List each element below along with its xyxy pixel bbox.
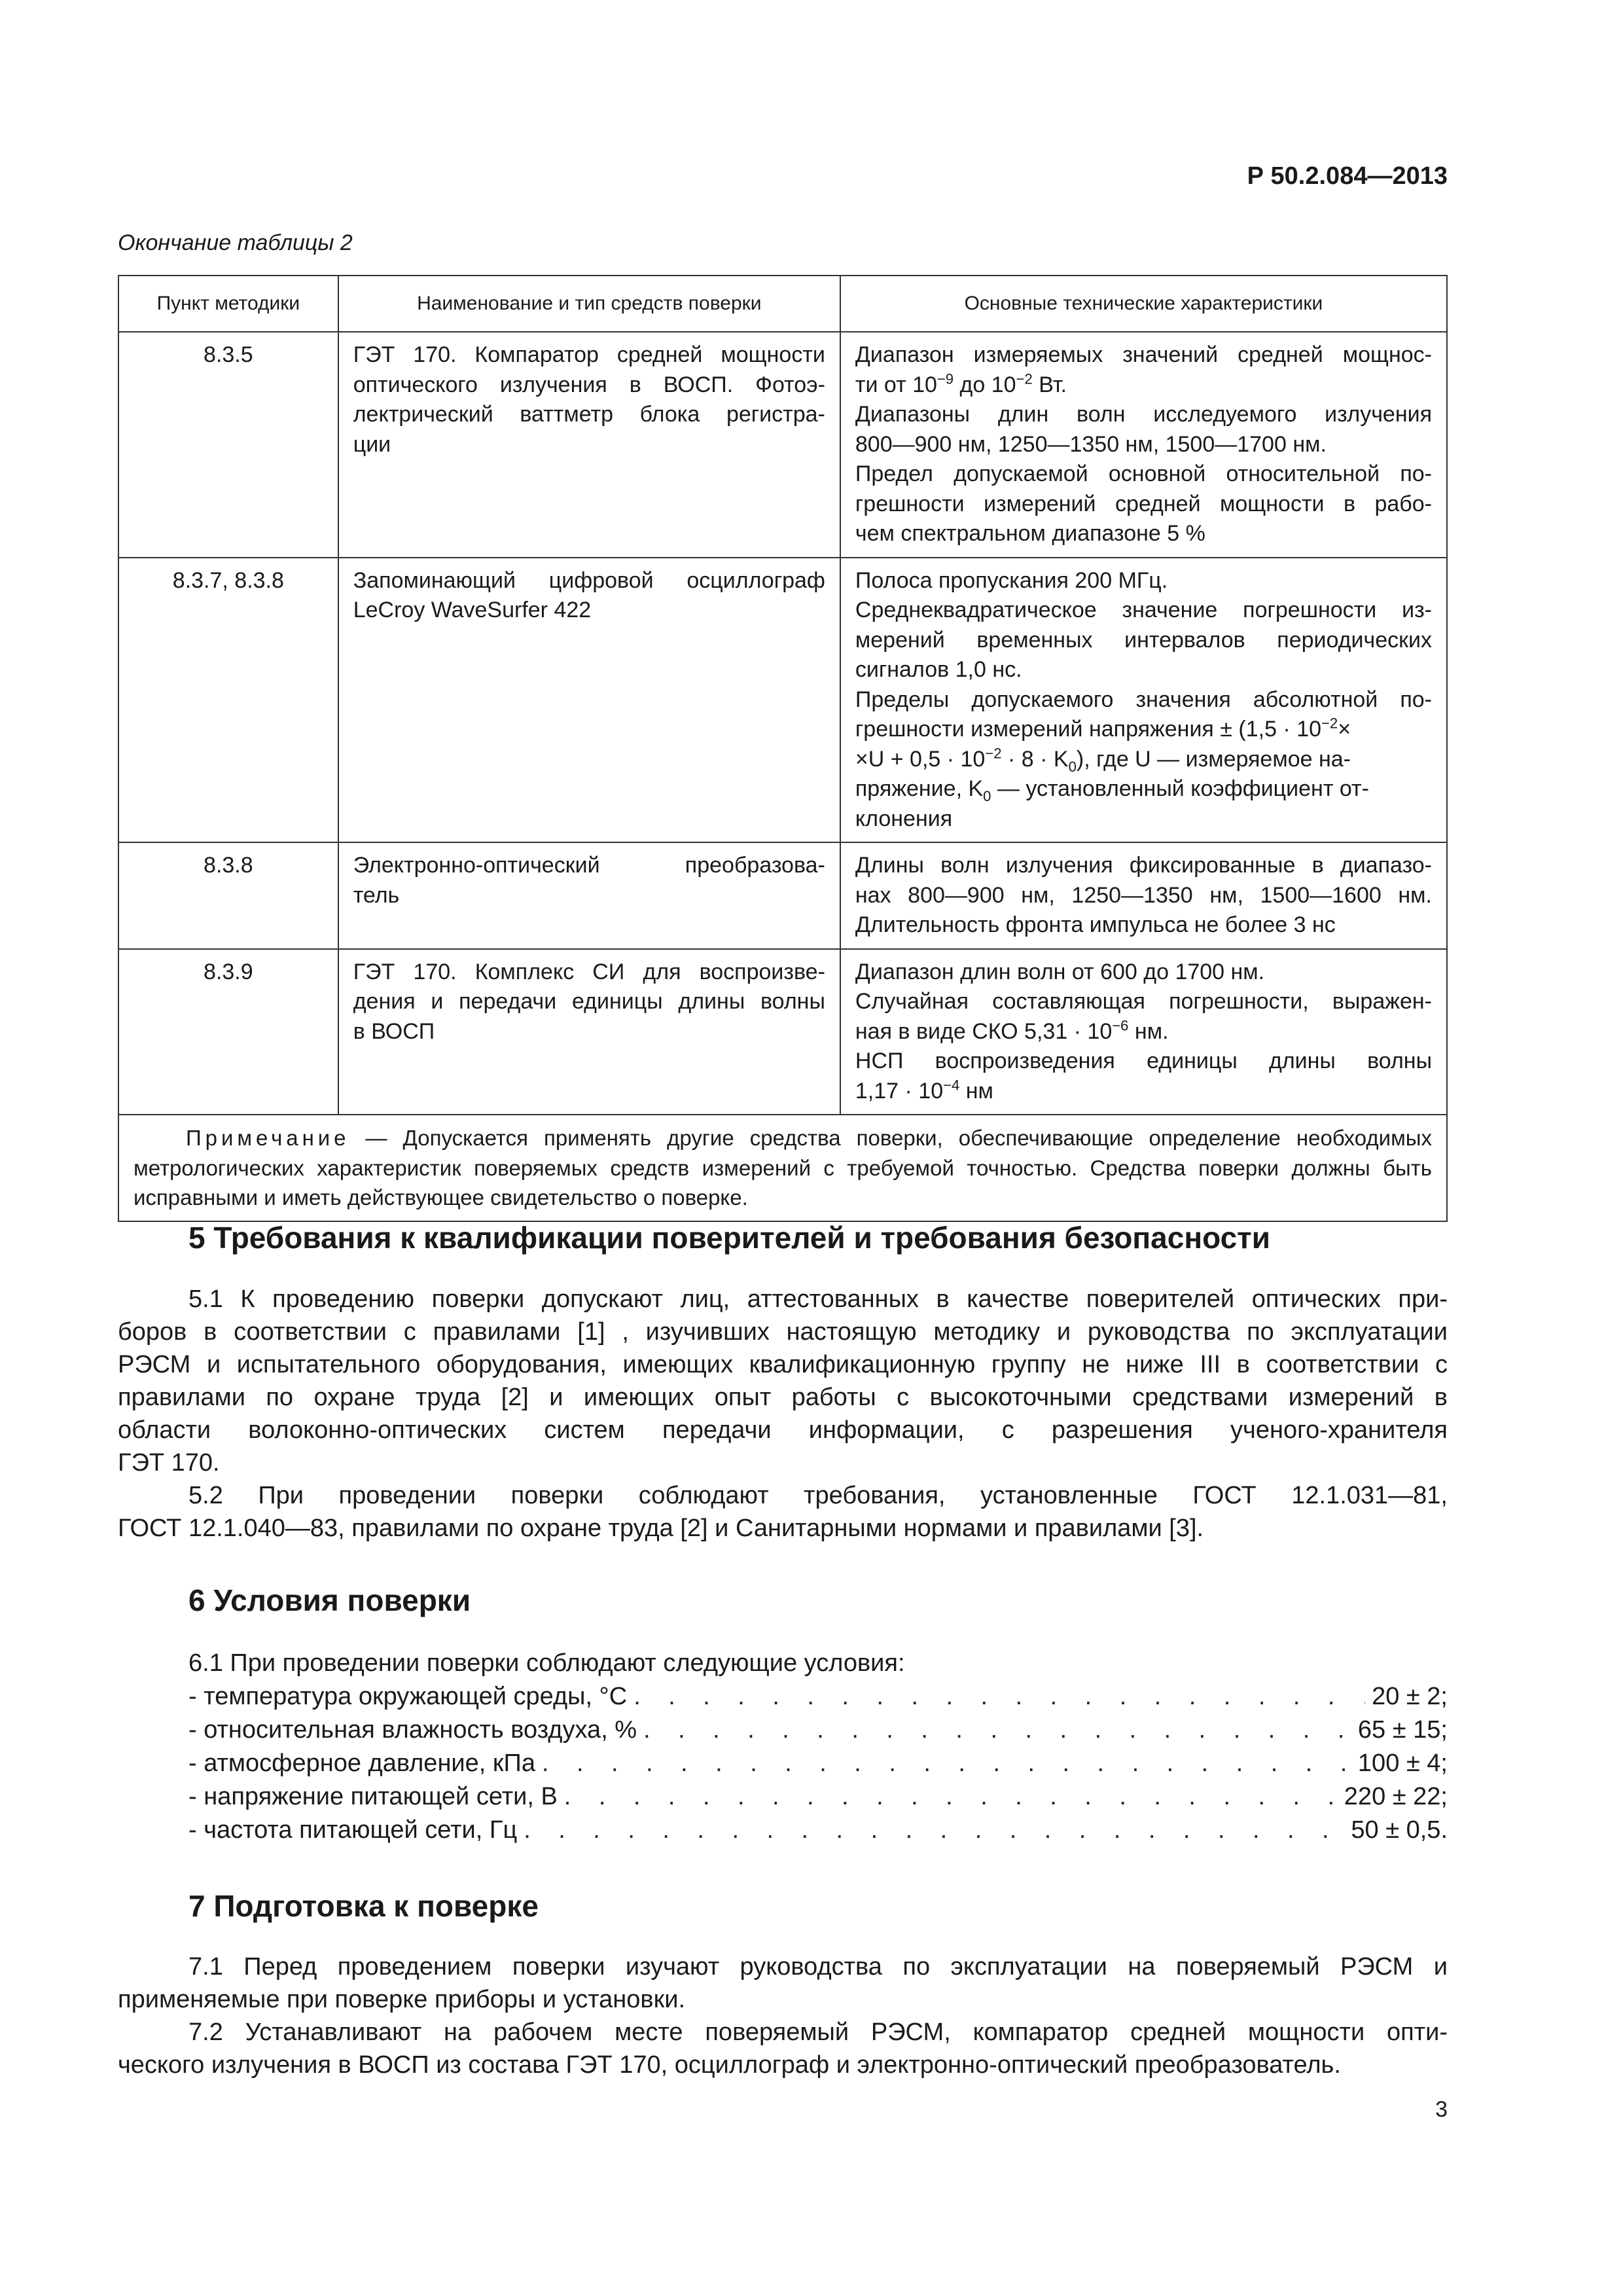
section6-heading: 6 Условия поверки (188, 1583, 471, 1617)
table-header-row (118, 276, 1447, 332)
condition-frequency: - частота питающей сети, Гц . . . 50 ± 0,5. (188, 1814, 1448, 1847)
row-item: 8.3.9 (118, 949, 338, 1115)
row-name: ГЭТ 170. Комплекс СИ для воспроизве- дения и передачи единицы длины волны в ВОСП (338, 949, 840, 1115)
section7-heading: 7 Подготовка к поверке (188, 1889, 539, 1923)
table-row (118, 949, 1447, 1115)
row-item: 8.3.5 (118, 332, 338, 558)
condition-voltage: - напряжение питающей сети, В . . . 220 ± 22; (188, 1780, 1448, 1814)
section7-paragraph-1: 7.1 Перед проведением поверки изучают руководства по эксплуатации на поверяемый РЭСМ и применяемые при поверке приборы и установки. (118, 1953, 1448, 2013)
leader-dots (542, 1747, 1351, 1780)
section5-heading: 5 Требования к квалификации поверителей и требования безопасности (188, 1221, 1270, 1255)
header-spec: Основные технические характеристики (840, 276, 1447, 332)
condition-temperature: - температура окружающей среды, °С . . . 20 ± 2; (188, 1680, 1448, 1713)
row-item: 8.3.8 (118, 842, 338, 949)
row-spec: Длины волн излучения фиксированные в диапазо- нах 800—900 нм, 1250—1350 нм, 1500—1600 нм. Длительность фронта импульса не более 3 нс (840, 842, 1447, 949)
verification-tools-table (118, 275, 1448, 1222)
row-spec: Диапазон длин волн от 600 до 1700 нм. Случайная составляющая погрешности, выражен- ная в виде СКО $5,31 \cdot 10^{-6}$ нм. НСП воспроизведения единицы длины волны $1,17 \cdot 10^{-4}$ нм (840, 949, 1447, 1115)
leader-dots (524, 1814, 1344, 1846)
header-name: Наименование и тип средств поверки (338, 276, 840, 332)
document-code: Р 50.2.084—2013 (1247, 162, 1448, 190)
note-text: — Допускается применять другие средства поверки, обеспечивающие определение необходимых метрологических характеристик поверяемых средств измерений с требуемой точностью. Средства поверки должны быть исправными и иметь действующее свидетельство о поверке. (134, 1126, 1432, 1210)
section6-conditions (188, 1647, 1448, 1847)
page-number: 3 (1435, 2097, 1448, 2122)
leader-dots (564, 1780, 1338, 1813)
header-item: Пункт методики (118, 276, 338, 332)
leader-dots (633, 1680, 1365, 1713)
table-row (118, 842, 1447, 949)
row-name: ГЭТ 170. Компаратор средней мощности оптического излучения в ВОСП. Фотоэ- лектрический ваттметр блока регистра- ции (338, 332, 840, 558)
row-name: Электронно-оптический преобразова- тель (338, 842, 840, 949)
section7-paragraph-2: 7.2 Устанавливают на рабочем месте поверяемый РЭСМ, компаратор средней мощности опти- ческого излучения в ВОСП из состава ГЭТ 170, осциллограф и электронно-оптический преобразователь. (118, 2018, 1448, 2079)
table-row (118, 558, 1447, 843)
table-row (118, 332, 1447, 558)
section5-paragraph-2: 5.2 При проведении поверки соблюдают требования, установленные ГОСТ 12.1.031—81, ГОСТ 12.1.040—83, правилами по охране труда [2] и Санитарными нормами и правилами [3]. (118, 1482, 1448, 1542)
section5-paragraph-1: 5.1 К проведению поверки допускают лиц, аттестованных в качестве поверителей оптических при- боров в соответствии с правилами [1] , изучивших настоящую методику и руководства по эксплуатации РЭСМ и испытательного оборудования, имеющих квалификационную группу не ниже III в соответствии с правилами по охране труда [2] и имеющих опыт работы с высокоточными средствами измерений в области волоконно-оптических систем передачи информации, с разрешения ученого-хранителя ГЭТ 170. (118, 1285, 1448, 1477)
row-item: 8.3.7, 8.3.8 (118, 558, 338, 843)
condition-humidity: - относительная влажность воздуха, % . . . 65 ± 15; (188, 1713, 1448, 1747)
row-spec: Полоса пропускания 200 МГц. Среднеквадратическое значение погрешности из- мерений временных интервалов периодических сигналов 1,0 нс. Пределы допускаемого значения абсолютной по- грешности измерений напряжения ± ($1,5 \cdot 10^{-2}\times$ $\times U + 0,5 \cdot 10^{-2} \cdot 8 \cdot K_0$), где U — измеряемое на- пряжение, $K_0$ — установленный коэффициент от- клонения (840, 558, 1447, 843)
note-prefix: Примечание (186, 1126, 350, 1150)
table-note-row (118, 1115, 1447, 1221)
table-caption: Окончание таблицы 2 (118, 230, 353, 255)
table-note (118, 1115, 1447, 1221)
row-spec: Диапазон измеряемых значений средней мощнос- ти от $10^{-9}$ до $10^{-2}$ Вт. Диапазоны длин волн исследуемого излучения 800—900 нм, 1250—1350 нм, 1500—1700 нм. Предел допускаемой основной относительной по- грешности измерений средней мощности в рабо- чем спектральном диапазоне 5 % (840, 332, 1447, 558)
condition-pressure: - атмосферное давление, кПа . . . 100 ± 4; (188, 1747, 1448, 1780)
row-name: Запоминающий цифровой осциллограф LeCroy WaveSurfer 422 (338, 558, 840, 843)
conditions-intro: 6.1 При проведении поверки соблюдают следующие условия: (188, 1649, 905, 1677)
leader-dots (643, 1713, 1351, 1746)
document-page (118, 0, 1448, 2296)
